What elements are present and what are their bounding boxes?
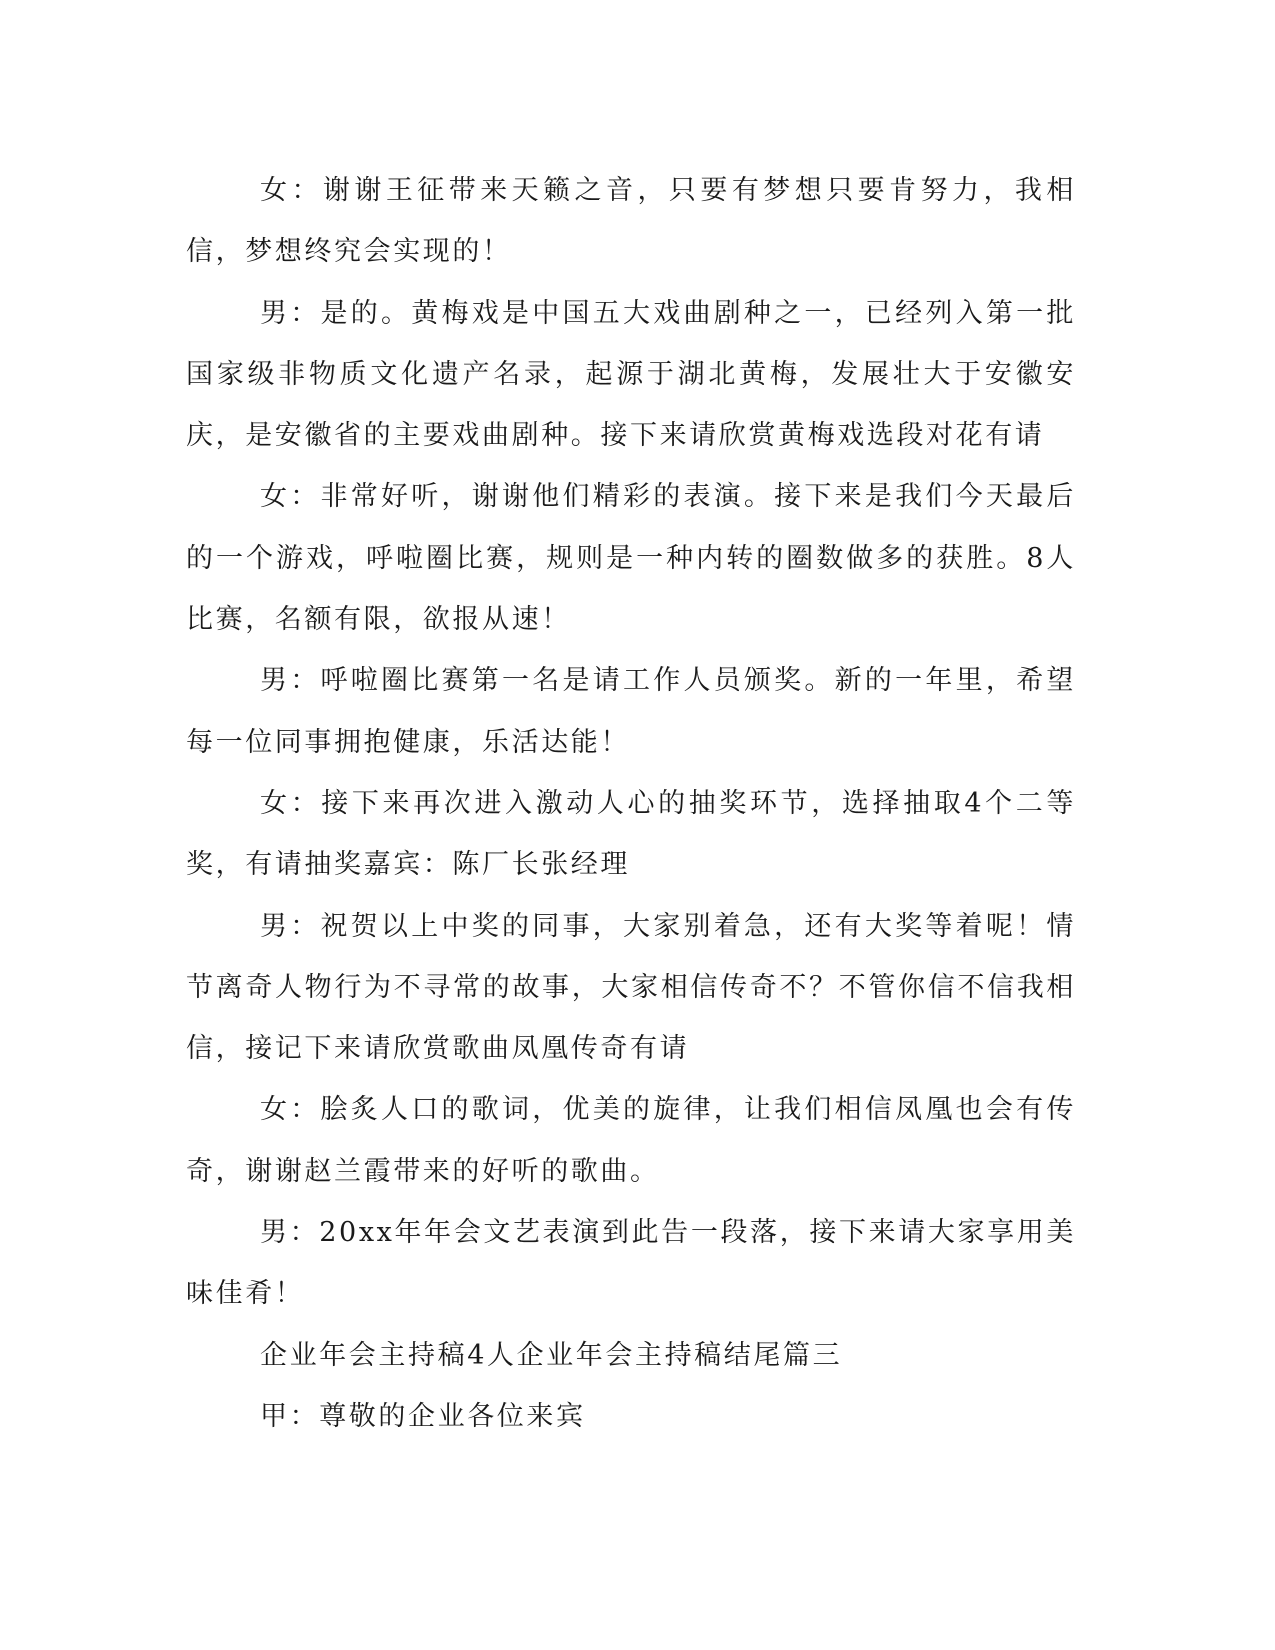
paragraph-3: 女：非常好听，谢谢他们精彩的表演。接下来是我们今天最后的一个游戏，呼啦圈比赛，规则是一种内转的圈数做多的获胜。8人比赛，名额有限，欲报从速！ xyxy=(186,481,1076,636)
paragraph-7: 女：脍炙人口的歌词，优美的旋律，让我们相信凤凰也会有传奇，谢谢赵兰霞带来的好听的歌曲。 xyxy=(186,1094,1076,1187)
paragraph-8: 男：20xx年年会文艺表演到此告一段落，接下来请大家享用美味佳肴！ xyxy=(186,1217,1076,1310)
paragraph-1: 女：谢谢王征带来天籁之音，只要有梦想只要肯努力，我相信，梦想终究会实现的！ xyxy=(186,175,1076,268)
paragraph-5: 女：接下来再次进入激动人心的抽奖环节，选择抽取4个二等奖，有请抽奖嘉宾：陈厂长张经理 xyxy=(186,787,1076,881)
paragraph-10: 甲：尊敬的企业各位来宾 xyxy=(260,1400,586,1432)
paragraph-6: 男：祝贺以上中奖的同事，大家别着急，还有大奖等着呢！情节离奇人物行为不寻常的故事，大家相信传奇不？不管你信不信我相信，接记下来请欣赏歌曲凤凰传奇有请 xyxy=(186,910,1076,1065)
paragraph-2: 男：是的。黄梅戏是中国五大戏曲剧种之一，已经列入第一批国家级非物质文化遗产名录，起源于湖北黄梅，发展壮大于安徽安庆，是安徽省的主要戏曲剧种。接下来请欣赏黄梅戏选段对花有请 xyxy=(186,297,1076,452)
document-body xyxy=(186,160,1076,1447)
paragraph-4: 男：呼啦圈比赛第一名是请工作人员颁奖。新的一年里，希望每一位同事拥抱健康，乐活达能！ xyxy=(186,665,1076,758)
section-heading: 企业年会主持稿4人企业年会主持稿结尾篇三 xyxy=(260,1339,843,1371)
